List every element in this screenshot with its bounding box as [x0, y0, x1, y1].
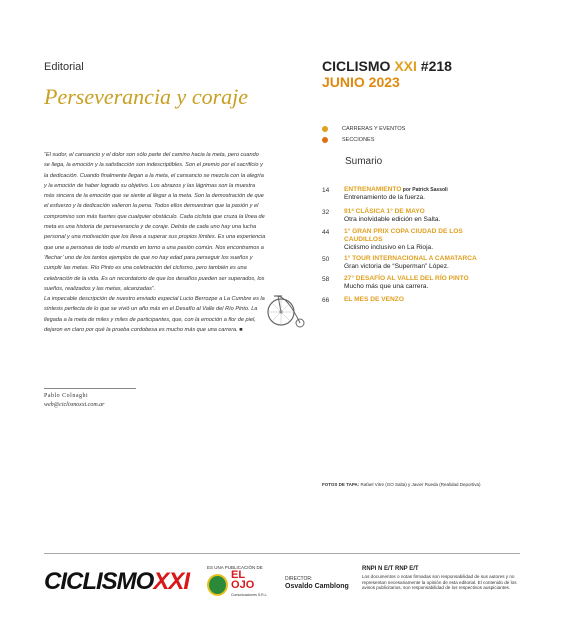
- director-name: Osvaldo Camblong: [285, 583, 349, 590]
- logo-text-xxi: XXI: [153, 568, 190, 595]
- toc-item[interactable]: [322, 208, 532, 224]
- cover-credit-label: FOTOS DE TAPA:: [322, 482, 360, 487]
- sumario-heading: Sumario: [345, 156, 383, 167]
- toc-title: 1° GRAN PRIX COPA CIUDAD DE LOS CAUDILLOS: [344, 228, 463, 243]
- toc-title: ENTRENAMIENTO: [344, 186, 402, 193]
- toc-title: 1° TOUR INTERNACIONAL A CAMATARCA: [344, 255, 477, 262]
- section-label: Editorial: [44, 61, 84, 73]
- legend-label: SECCIONES: [342, 137, 375, 143]
- toc-title: 91ª CLÁSICA 1° DE MAYO: [344, 208, 425, 215]
- toc-page: 44: [322, 229, 330, 236]
- toc-byline: por Patrick Sassoli: [401, 187, 448, 193]
- magazine-name-xxi: XXI: [394, 58, 417, 74]
- publisher-label: ES UNA PUBLICACIÓN DE: [207, 565, 263, 570]
- legal-disclaimer: Los documentos o notas firmadas son responsabilidad de sus autores y no representan necesariamente la opinión de esta editorial. El contenido de los avisos publicitarios, son responsabilidad de los respectivos auspiciantes.: [362, 574, 517, 591]
- publisher-name: EL OJO: [231, 569, 255, 591]
- editorial-title: Perseverancia y coraje: [44, 84, 249, 109]
- toc-subtitle: Entrenamiento de la fuerza.: [344, 194, 426, 201]
- legend-item-secciones: [322, 137, 374, 143]
- toc-page: 14: [322, 187, 330, 194]
- toc-subtitle: Mucho más que una carrera.: [344, 283, 429, 290]
- magazine-title: [322, 58, 452, 74]
- toc-page: 66: [322, 297, 330, 304]
- toc-item[interactable]: [322, 275, 532, 291]
- toc-subtitle: Ciclismo inclusivo en La Rioja.: [344, 244, 434, 251]
- toc-item[interactable]: [322, 255, 532, 271]
- signature-divider: [44, 388, 136, 389]
- toc-item[interactable]: [322, 186, 532, 202]
- toc-subtitle: Gran victoria de “Superman” López.: [344, 263, 449, 270]
- eye-icon: [207, 574, 228, 596]
- orange-dot-icon: [322, 137, 328, 143]
- toc-page: 32: [322, 209, 330, 216]
- toc-item[interactable]: [322, 228, 532, 252]
- magazine-name: CICLISMO: [322, 58, 395, 74]
- author-name: Pablo Colnaghi: [44, 393, 89, 399]
- toc-page: 50: [322, 256, 330, 263]
- issue-number: #218: [416, 58, 452, 74]
- director-label: DIRECTOR:: [285, 576, 313, 582]
- yellow-dot-icon: [322, 126, 328, 132]
- logo-text: CICLISMO: [44, 568, 154, 595]
- cover-credit-text: Rafael Vitre (GO Salta) y Javier Rueda (Realidad Deportiva): [359, 482, 481, 487]
- toc-item[interactable]: [322, 296, 532, 304]
- author-email: web@ciclismoxxi.com.ar: [44, 402, 105, 408]
- footer-divider: [44, 553, 520, 554]
- toc-title: 27° DESAFÍO AL VALLE DEL RÍO PINTO: [344, 275, 469, 282]
- editorial-paragraph-2: La impecable descripción de nuestro enviado especial Lucio Berrozpe a La Cumbre es la síntesis perfecta de lo que se vivió un año más en el Desafío al Valle del Río Pinto. La llegada a la meta de miles y miles de participantes, que, con la emoción a flor de piel, dejaron en claro por qué la prueba cordobesa es mucho más que una carrera. ■: [44, 296, 265, 334]
- toc-title: EL MES DE VENZO: [344, 296, 404, 303]
- toc-subtitle: Otra inolvidable edición en Salta.: [344, 216, 441, 223]
- penny-farthing-icon: [266, 292, 306, 328]
- issue-date: JUNIO 2023: [322, 74, 400, 90]
- ciclismo-xxi-logo: [44, 568, 189, 596]
- legend-item-carreras: [322, 126, 405, 132]
- publisher-subtitle: Comunicaciones S.R.L.: [231, 593, 268, 597]
- cover-photo-credit: [322, 482, 480, 487]
- legend-label: CARRERAS Y EVENTOS: [342, 126, 406, 132]
- editorial-body: [44, 150, 266, 335]
- rnpi-registration: RNPI N E/T RNP E/T: [362, 566, 419, 572]
- toc-page: 58: [322, 276, 330, 283]
- editorial-paragraph-1: “El sudor, el cansancio y el dolor son sólo parte del camino hacia la meta, pero cuando se llega, la emoción y la satisfacción son indescriptibles. Son el premio por el sacrificio y la dedicación. Cuando finalmente llegan a la meta, el cansancio se mezcla con la alegría y la emoción de haber logrado su objetivo. Los abrazos y las lágrimas son la muestra más sincera de la emoción que se siente al llegar a la meta. Son la demostración de que el esfuerzo y la dedicación valieron la pena. Todos ellos demuestran que la pasión y el compromiso son más fuertes que cualquier obstáculo. Cada ciclista que cruza la línea de meta es una historia de perseverancia y de coraje. Detrás de cada uno hay una lucha personal y una motivación que los lleva a superar sus propios límites. Es una experiencia que une a personas de todo el mundo en torno a una pasión común. Nos encontramos a ‘flechar’ uno de los tantos ejemplos de que no hay edad para perseguir los sueños y cumplir las metas. Río Pinto es una celebración del ciclismo, pero también es una celebración de la vida. Es un recordatorio de que los desafíos pueden ser superados, los sueños, realizados y las metas, alcanzadas”.: [44, 152, 266, 292]
- el-ojo-logo: [207, 569, 269, 597]
